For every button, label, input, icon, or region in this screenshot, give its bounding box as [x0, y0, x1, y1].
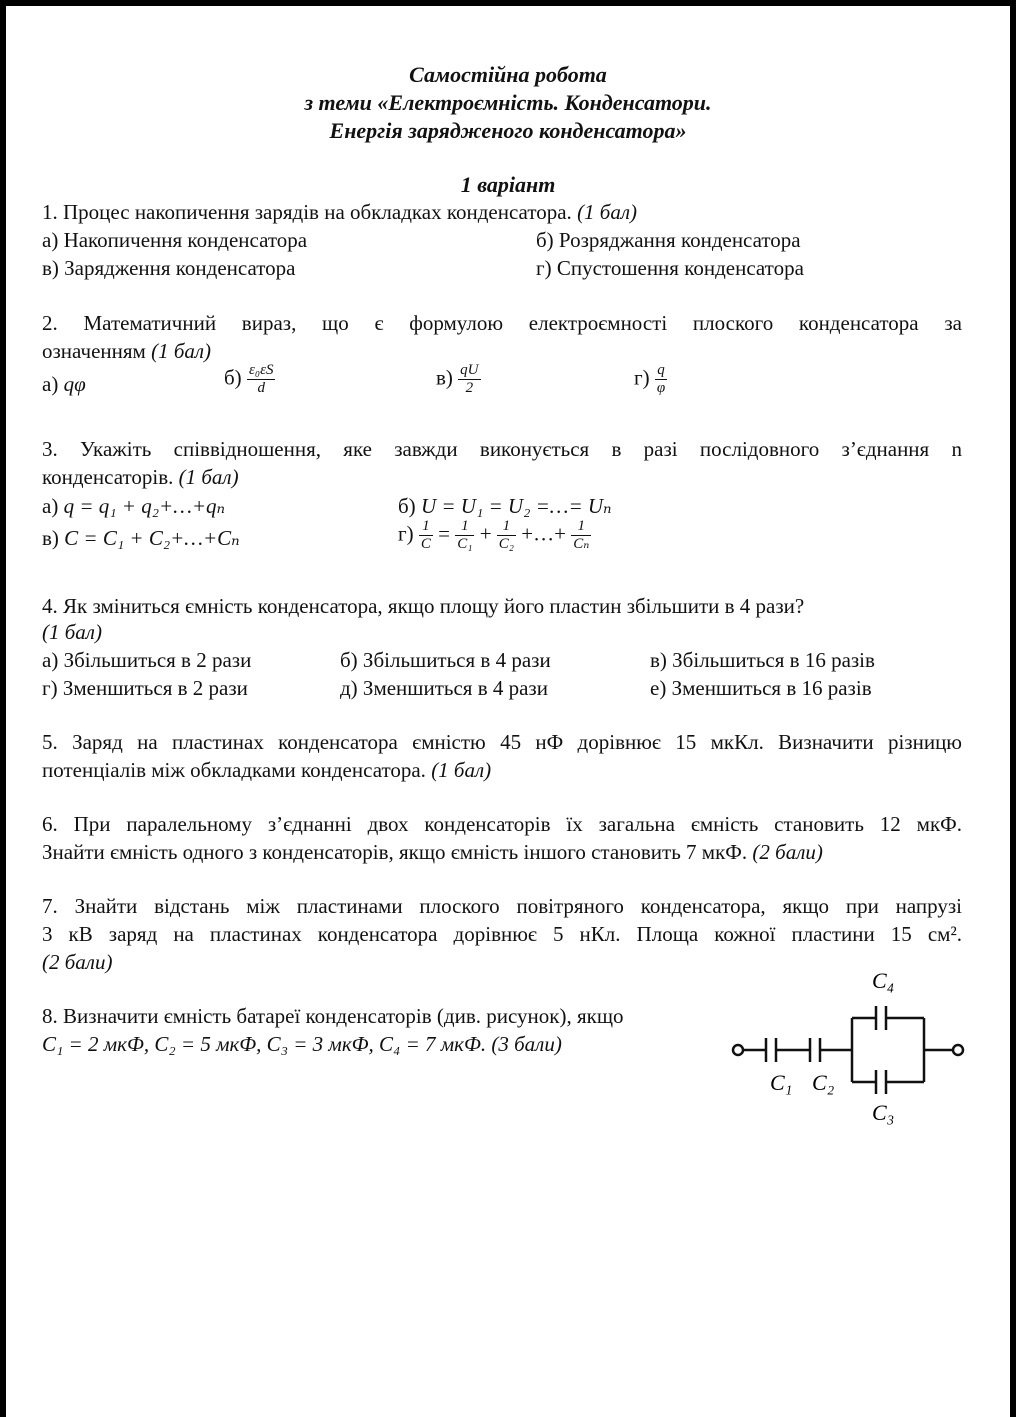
- q1-option-b: б) Розряджання конденсатора: [536, 228, 801, 252]
- q8-question-end: [42, 1032, 562, 1057]
- q7-points: (2 бали): [42, 950, 113, 974]
- terminal-right: [953, 1045, 963, 1055]
- q4-option-v: в) Збільшиться в 16 разів: [650, 648, 875, 672]
- q3-g-frac-c1: $\frac{1}{\text{C₁}}$: [457, 518, 473, 552]
- q3-g-frac-cn: $\frac{1}{\text{Cₙ}}$: [573, 518, 590, 552]
- q2-text-line-2: означенням: [42, 339, 146, 363]
- q8-text-line-2: C₁ = 2 мкФ, C₂ = 5 мкФ, C₃ = 3 мкФ, C₄ = 7 мкФ.: [42, 1032, 487, 1056]
- q4-option-a: а) Збільшиться в 2 рази: [42, 648, 252, 672]
- label-c4: C₄: [872, 968, 895, 993]
- q3-option-g: г) $\frac{1}{C}$ = $\frac{1}{\text{C₁}}$ + $\frac{1}{\text{C₂}}$ +…+ $\frac{1}{\text{Cₙ}}$: [398, 518, 590, 552]
- q4-points: (1 бал): [42, 620, 102, 644]
- q5-question-end: [42, 758, 491, 783]
- q3-option-v: [42, 526, 240, 551]
- circuit-diagram: [724, 960, 974, 1140]
- q3-v-formula: C = C₁ + C₂+…+Cₙ: [64, 526, 240, 550]
- q3-a-label: а): [42, 494, 59, 518]
- q3-a-formula: q = q₁ + q₂+…+qₙ: [63, 494, 226, 518]
- q2-option-a: [42, 372, 86, 397]
- title-line-3: Енергія зарядженого конденсатора»: [329, 118, 687, 143]
- label-c1: C₁: [770, 1070, 793, 1095]
- q3-v-label: в): [42, 526, 59, 550]
- q7-text-line-2: 3 кВ заряд на пластинах конденсатора дорівнює 5 нКл. Площа кожної пластини 15 см².: [42, 922, 962, 946]
- q2-question-end: [42, 339, 211, 364]
- q2-points: (1 бал): [151, 339, 212, 363]
- q1-option-v: в) Зарядження конденсатора: [42, 256, 296, 280]
- q1-text: 1. Процес накопичення зарядів на обкладках конденсатора.: [42, 200, 572, 224]
- q2-v-label: в): [436, 365, 453, 390]
- q6-question-end: [42, 840, 823, 865]
- q3-g-frac-c2: $\frac{1}{\text{C₂}}$: [498, 518, 515, 552]
- q3-text-line-1: 3. Укажіть співвідношення, яке завжди виконується в разі послідовного з’єднання n: [42, 437, 962, 461]
- q1-option-a: а) Накопичення конденсатора: [42, 228, 308, 252]
- q1-points: (1 бал): [577, 200, 638, 224]
- q2-g-fraction: $\frac{q}{\varphi}$: [656, 362, 666, 396]
- q2-g-label: г): [634, 365, 650, 390]
- q6-text-line-1: 6. При паралельному з’єднанні двох конденсаторів їх загальна ємність становить 12 мкФ.: [42, 812, 962, 836]
- q2-option-v: [436, 362, 481, 397]
- q4-option-b: б) Збільшиться в 4 рази: [340, 648, 551, 672]
- q3-points: (1 бал): [178, 465, 239, 489]
- q6-points: (2 бали): [752, 840, 823, 864]
- variant-title: 1 варіант: [460, 172, 556, 197]
- page-edge: [1010, 0, 1016, 1417]
- q8-points: (3 бали): [491, 1032, 562, 1056]
- q5-text-line-1: 5. Заряд на пластинах конденсатора ємністю 45 нФ дорівнює 15 мкКл. Визначити різницю: [42, 730, 962, 754]
- q5-points: (1 бал): [431, 758, 492, 782]
- q3-g-frac-c: $\frac{1}{C}$: [420, 518, 431, 552]
- title-line-1: Самостійна робота: [409, 62, 607, 87]
- q8-text-line-1: 8. Визначити ємність батареї конденсаторів (див. рисунок), якщо: [42, 1004, 624, 1028]
- q4-text: 4. Як зміниться ємність конденсатора, якщо площу його пластин збільшити в 4 рази?: [42, 594, 805, 618]
- q2-option-b: [224, 362, 275, 397]
- q2-v-fraction: $\frac{qU}{2}$: [460, 362, 479, 396]
- title-line-2: з теми «Електроємність. Конденсатори.: [304, 90, 712, 115]
- label-c3: C₃: [872, 1100, 895, 1125]
- q2-b-fraction: $\frac{\text{ε₀εS}}{d}$: [248, 362, 274, 396]
- q4-option-e: е) Зменшиться в 16 разів: [650, 676, 872, 700]
- q3-g-label: г): [398, 521, 414, 546]
- q1-question: [42, 200, 637, 225]
- q2-b-label: б): [224, 365, 242, 390]
- q3-text-line-2: конденсаторів.: [42, 465, 174, 489]
- label-c2: C₂: [812, 1070, 835, 1095]
- q2-a-label: а): [42, 372, 59, 396]
- q2-text-line-1: 2. Математичний вираз, що є формулою електроємності плоского конденсатора за: [42, 311, 962, 335]
- q5-text-line-2: потенціалів між обкладками конденсатора.: [42, 758, 426, 782]
- q3-b-label: б): [398, 494, 416, 518]
- q3-option-a: [42, 494, 225, 519]
- worksheet-page: [6, 6, 1010, 1417]
- terminal-left: [733, 1045, 743, 1055]
- q4-option-g: г) Зменшиться в 2 рази: [42, 676, 248, 700]
- q3-question-end: [42, 465, 239, 490]
- q2-option-g: [634, 362, 667, 397]
- q4-option-d: д) Зменшиться в 4 рази: [340, 676, 548, 700]
- q1-option-g: г) Спустошення конденсатора: [536, 256, 804, 280]
- q3-option-b: [398, 494, 612, 519]
- q2-a-formula: qφ: [63, 372, 86, 396]
- q3-b-formula: U = U₁ = U₂ =…= Uₙ: [420, 494, 612, 518]
- q7-text-line-1: 7. Знайти відстань між пластинами плоского повітряного конденсатора, якщо при напрузі: [42, 894, 962, 918]
- q6-text-line-2: Знайти ємність одного з конденсаторів, якщо ємність іншого становить 7 мкФ.: [42, 840, 748, 864]
